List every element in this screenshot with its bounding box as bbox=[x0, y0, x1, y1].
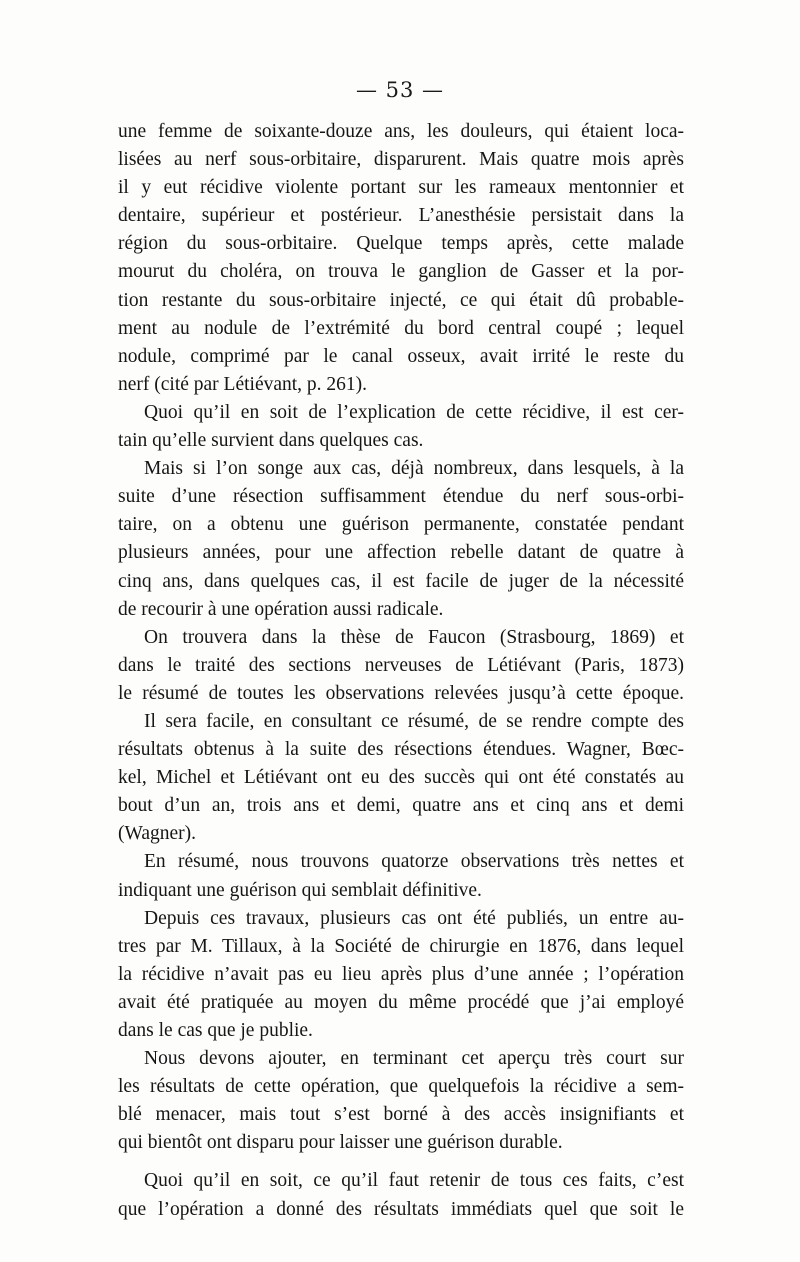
page-number: — 53 — bbox=[355, 78, 445, 102]
text-line: qui bientôt ont disparu pour laisser une guérison durable. bbox=[118, 1132, 563, 1154]
text-line: taire, on a obtenu une guérison permanente, constatée pendant bbox=[118, 514, 684, 536]
text-line: On trouvera dans la thèse de Faucon (Strasbourg, 1869) et bbox=[144, 626, 684, 648]
text-line: résultats obtenus à la suite des résections étendues. Wagner, Bœc- bbox=[118, 739, 684, 761]
text-line: blé menacer, mais tout s’est borné à des accès insignifiants et bbox=[118, 1104, 684, 1126]
text-line: Quoi qu’il en soit de l’explication de cette récidive, il est cer- bbox=[144, 401, 684, 423]
text-line: Il sera facile, en consultant ce résumé, de se rendre compte des bbox=[144, 710, 684, 732]
text-line: nerf (cité par Létiévant, p. 261). bbox=[118, 373, 368, 395]
text-line: lisées au nerf sous-orbitaire, disparurent. Mais quatre mois après bbox=[118, 149, 684, 171]
text-line: tion restante du sous-orbitaire injecté, ce qui était dû probable- bbox=[118, 289, 684, 311]
text-line: Mais si l’on songe aux cas, déjà nombreux, dans lesquels, à la bbox=[144, 458, 684, 480]
text-line: dans le traité des sections nerveuses de Létiévant (Paris, 1873) bbox=[118, 654, 684, 676]
text-line: bout d’un an, trois ans et demi, quatre ans et cinq ans et demi bbox=[118, 795, 684, 817]
text-line: (Wagner). bbox=[118, 823, 197, 845]
text-line: Quoi qu’il en soit, ce qu’il faut retenir de tous ces faits, c’est bbox=[144, 1170, 684, 1192]
text-line: la récidive n’avait pas eu lieu après plus d’une année ; l’opération bbox=[118, 963, 684, 985]
text-line: le résumé de toutes les observations relevées jusqu’à cette époque. bbox=[118, 682, 684, 704]
text-line: dans le cas que je publie. bbox=[118, 1020, 313, 1041]
text-line: une femme de soixante-douze ans, les douleurs, qui étaient loca- bbox=[118, 121, 684, 142]
text-line: cinq ans, dans quelques cas, il est facile de juger de la nécessité bbox=[118, 570, 684, 592]
text-line: Nous devons ajouter, en terminant cet aperçu très court sur bbox=[144, 1048, 684, 1070]
text-line: de recourir à une opération aussi radicale. bbox=[118, 598, 444, 620]
text-line: que l’opération a donné des résultats immédiats quel que soit le bbox=[118, 1198, 684, 1220]
text-line: avait été pratiquée au moyen du même procédé que j’ai employé bbox=[118, 991, 684, 1013]
text-line: tres par M. Tillaux, à la Société de chirurgie en 1876, dans lequel bbox=[118, 935, 684, 957]
text-line: ment au nodule de l’extrémité du bord central coupé ; lequel bbox=[118, 317, 684, 339]
text-line: dentaire, supérieur et postérieur. L’anesthésie persistait dans la bbox=[118, 205, 684, 227]
text-line: tain qu’elle survient dans quelques cas. bbox=[118, 430, 424, 452]
text-line: Depuis ces travaux, plusieurs cas ont été publiés, un entre au- bbox=[144, 907, 684, 929]
text-line: mourut du choléra, on trouva le ganglion de Gasser et la por- bbox=[118, 261, 684, 283]
body-text bbox=[118, 118, 684, 1224]
text-line: indiquant une guérison qui semblait définitive. bbox=[118, 879, 482, 901]
text-line: les résultats de cette opération, que quelquefois la récidive a sem- bbox=[118, 1076, 684, 1098]
text-line: nodule, comprimé par le canal osseux, avait irrité le reste du bbox=[118, 345, 684, 367]
text-line: région du sous-orbitaire. Quelque temps après, cette malade bbox=[118, 233, 684, 255]
text-line: suite d’une résection suffisamment étendue du nerf sous-orbi- bbox=[118, 486, 684, 508]
text-line: plusieurs années, pour une affection rebelle datant de quatre à bbox=[118, 542, 684, 564]
text-line: En résumé, nous trouvons quatorze observations très nettes et bbox=[144, 851, 684, 873]
text-line: kel, Michel et Létiévant ont eu des succès qui ont été constatés au bbox=[118, 767, 684, 789]
text-line: il y eut récidive violente portant sur les rameaux mentonnier et bbox=[118, 177, 684, 199]
